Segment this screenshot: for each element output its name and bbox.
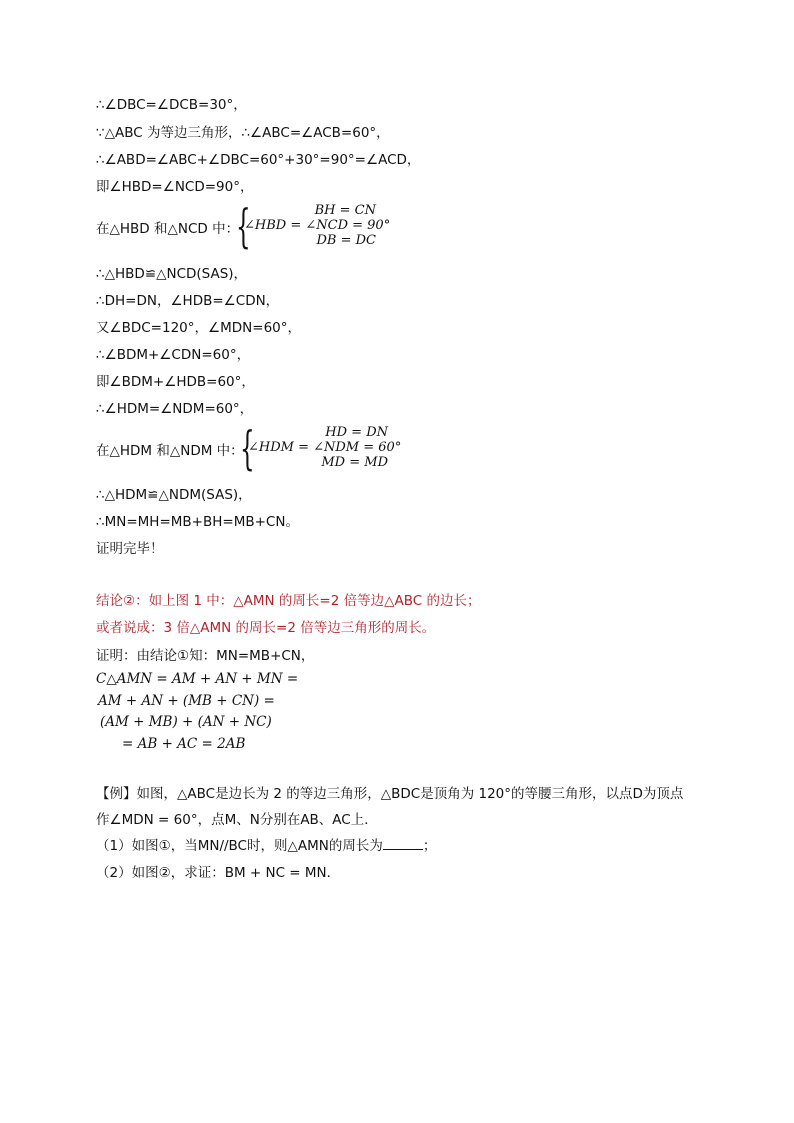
equation: DB = DC bbox=[316, 233, 376, 248]
proof-line: ∴△HDM≌△NDM(SAS)， bbox=[96, 487, 252, 503]
proof-line: ∴∠ABD=∠ABC+∠DBC=60°+30°=90°=∠ACD， bbox=[96, 152, 421, 168]
question-1 bbox=[96, 837, 436, 855]
question-end: ； bbox=[422, 838, 437, 854]
question-2: （2）如图②，求证：BM + NC = MN． bbox=[96, 865, 341, 881]
example-line: 【例】如图，△ABC是边长为 2 的等边三角形，△BDC是顶角为 120°的等腰三角形，以点D为顶点 bbox=[96, 786, 684, 802]
formula-line: = AB + AC = 2AB bbox=[122, 736, 246, 752]
conclusion-line: 结论②：如上图 1 中：△AMN 的周长=2 倍等边△ABC 的边长； bbox=[96, 593, 481, 609]
proof-line: 即∠BDM+∠HDB=60°， bbox=[96, 374, 255, 390]
equation: BH = CN bbox=[314, 203, 376, 218]
system-label: 在△HDM 和△NDM 中： bbox=[96, 443, 244, 459]
proof-line: ∴△HBD≌△NCD(SAS)， bbox=[96, 266, 248, 282]
question-text: （1）如图①，当MN//BC时，则△AMN的周长为 bbox=[96, 838, 383, 854]
left-brace: { bbox=[236, 199, 251, 253]
answer-blank[interactable] bbox=[383, 837, 423, 850]
equation: ∠HBD = ∠NCD = 90° bbox=[244, 218, 391, 233]
equation: MD = MD bbox=[321, 455, 388, 470]
equation: HD = DN bbox=[325, 425, 388, 440]
proof-line: ∴∠DBC=∠DCB=30°， bbox=[96, 97, 247, 113]
proof-complete: 证明完毕！ bbox=[96, 541, 164, 557]
equation: ∠HDM = ∠NDM = 60° bbox=[248, 440, 402, 455]
proof-line: 又∠BDC=120°，∠MDN=60°， bbox=[96, 320, 301, 336]
example-line: 作∠MDN = 60°，点M、N分别在AB、AC上． bbox=[96, 812, 378, 828]
formula-line: (AM + MB) + (AN + NC) bbox=[100, 714, 272, 730]
left-brace: { bbox=[240, 421, 255, 475]
proof-line: 即∠HBD=∠NCD=90°， bbox=[96, 179, 254, 195]
formula-line: AM + AN + (MB + CN) = bbox=[98, 693, 275, 709]
proof-intro: 证明：由结论①知：MN=MB+CN， bbox=[96, 648, 315, 664]
conclusion-line: 或者说成：3 倍△AMN 的周长=2 倍等边三角形的周长。 bbox=[96, 620, 436, 636]
system-equations bbox=[248, 425, 402, 470]
proof-line: ∴DH=DN，∠HDB=∠CDN， bbox=[96, 293, 280, 309]
system-equations bbox=[244, 203, 391, 248]
formula-line: C△AMN = AM + AN + MN = bbox=[96, 671, 299, 687]
proof-line: ∴∠BDM+∠CDN=60°， bbox=[96, 347, 251, 363]
proof-line: ∴∠HDM=∠NDM=60°， bbox=[96, 401, 254, 417]
proof-line: ∵△ABC 为等边三角形，∴∠ABC=∠ACB=60°， bbox=[96, 125, 390, 141]
proof-line: ∴MN=MH=MB+BH=MB+CN。 bbox=[96, 514, 299, 530]
system-label: 在△HBD 和△NCD 中： bbox=[96, 221, 240, 237]
